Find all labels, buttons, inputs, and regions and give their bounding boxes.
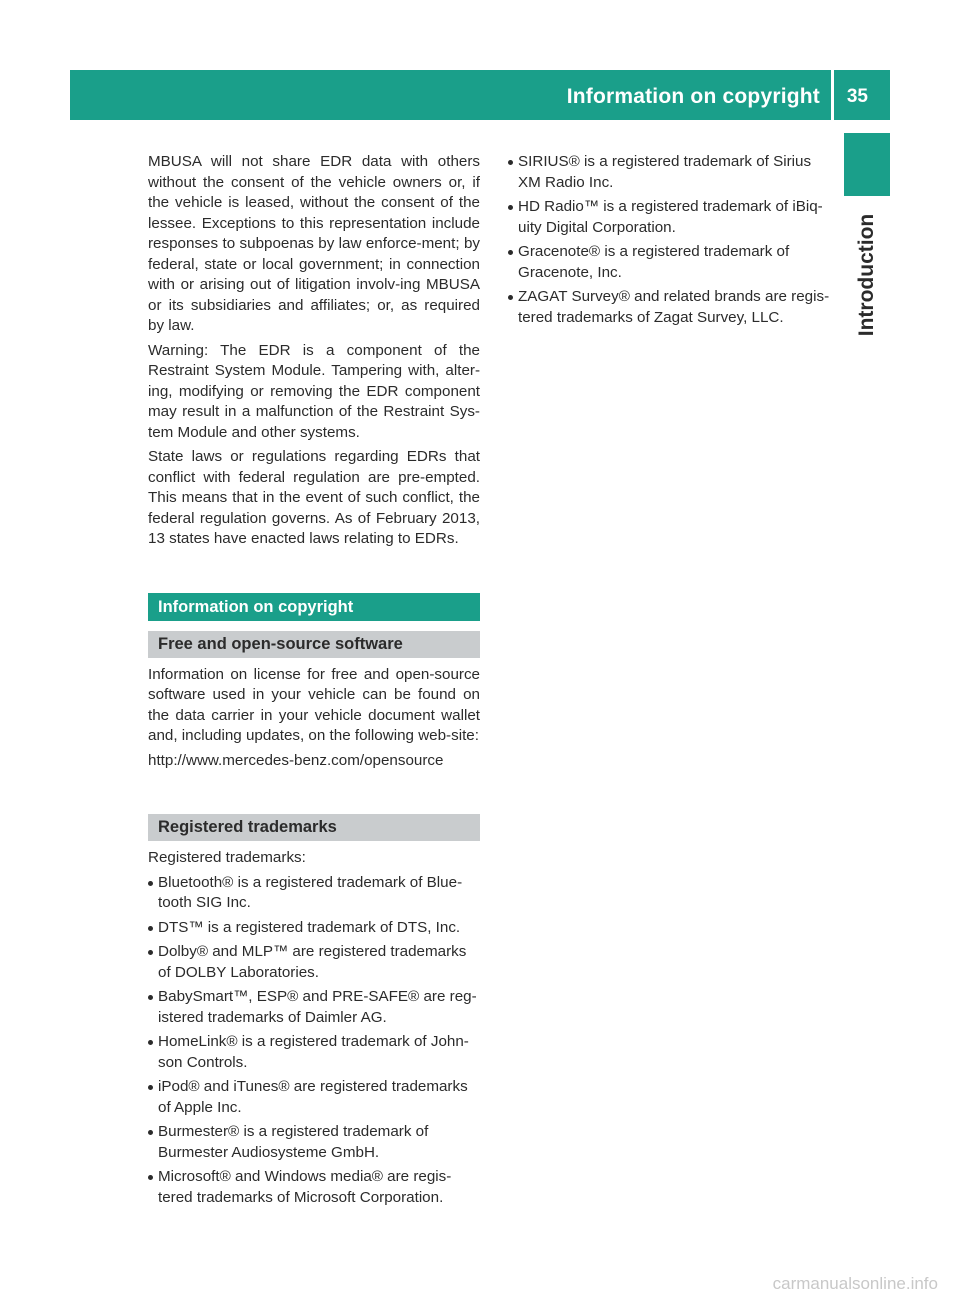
- side-tab-label: Introduction: [855, 213, 878, 337]
- side-tab: [844, 200, 890, 350]
- list-item: Microsoft® and Windows media® are regis-tered trademarks of Microsoft Corporation.: [148, 1167, 480, 1208]
- watermark: carmanualsonline.info: [772, 1274, 938, 1293]
- list-item: Gracenote® is a registered trademark of Gracenote, Inc.: [508, 242, 830, 283]
- list-item: HD Radio™ is a registered trademark of iBiq-uity Digital Corporation.: [508, 197, 830, 238]
- intro-paragraph: State laws or regulations regarding EDRs that conflict with federal regulation are pre-empted. This means that in the event of such conflict, the federal regulation governs. As of February 2013, 13 states have enacted laws relating to EDRs.: [148, 448, 480, 547]
- list-item: ZAGAT Survey® and related brands are regis-tered trademarks of Zagat Survey, LLC.: [508, 287, 830, 328]
- list-item: SIRIUS® is a registered trademark of Sirius XM Radio Inc.: [508, 152, 830, 193]
- trademarks-intro: Registered trademarks:: [148, 849, 306, 866]
- section-heading: Information on copyright: [148, 593, 480, 621]
- subsection-heading-trademarks: Registered trademarks: [148, 814, 480, 841]
- list-item: DTS™ is a registered trademark of DTS, Inc.: [148, 918, 480, 939]
- list-item: Bluetooth® is a registered trademark of Blue-tooth SIG Inc.: [148, 873, 480, 914]
- list-item: Burmester® is a registered trademark of Burmester Audiosysteme GmbH.: [148, 1122, 480, 1163]
- page-header: [70, 70, 890, 120]
- list-item: iPod® and iTunes® are registered trademarks of Apple Inc.: [148, 1077, 480, 1118]
- page-number: 35: [846, 86, 868, 107]
- oss-url-link[interactable]: http://www.mercedes-benz.com/opensource: [148, 751, 444, 769]
- intro-paragraph: MBUSA will not share EDR data with others without the consent of the vehicle owners or, if the vehicle is leased, without the consent of the lessee. Exceptions to this representation include responses to subpoenas by law enforce-ment; by federal, state or local government; in connection with or arising out of litigation involv-ing MBUSA or its subsidiaries and affiliates; or, as required by law.: [148, 153, 480, 334]
- right-column: [508, 152, 830, 332]
- trademark-list-left: [148, 873, 480, 1209]
- intro-paragraph: Warning: The EDR is a component of the Restraint System Module. Tampering with, alter-ing, modifying or removing the EDR component may result in a malfunction of the Restraint Sys-tem Module and other systems.: [148, 341, 480, 441]
- header-title: Information on copyright: [566, 85, 820, 108]
- trademark-list-right: [508, 152, 830, 328]
- subsection-heading-oss: Free and open-source software: [148, 631, 480, 658]
- list-item: HomeLink® is a registered trademark of John-son Controls.: [148, 1032, 480, 1073]
- header-divider: [831, 70, 834, 120]
- side-marker: [844, 133, 890, 196]
- oss-paragraph: Information on license for free and open-source software used in your vehicle can be found on the data carrier in your vehicle document wallet and, including updates, on the following web-site:: [148, 665, 480, 744]
- list-item: BabySmart™, ESP® and PRE-SAFE® are reg-istered trademarks of Daimler AG.: [148, 987, 480, 1028]
- left-column: [148, 152, 480, 1212]
- list-item: Dolby® and MLP™ are registered trademarks of DOLBY Laboratories.: [148, 942, 480, 983]
